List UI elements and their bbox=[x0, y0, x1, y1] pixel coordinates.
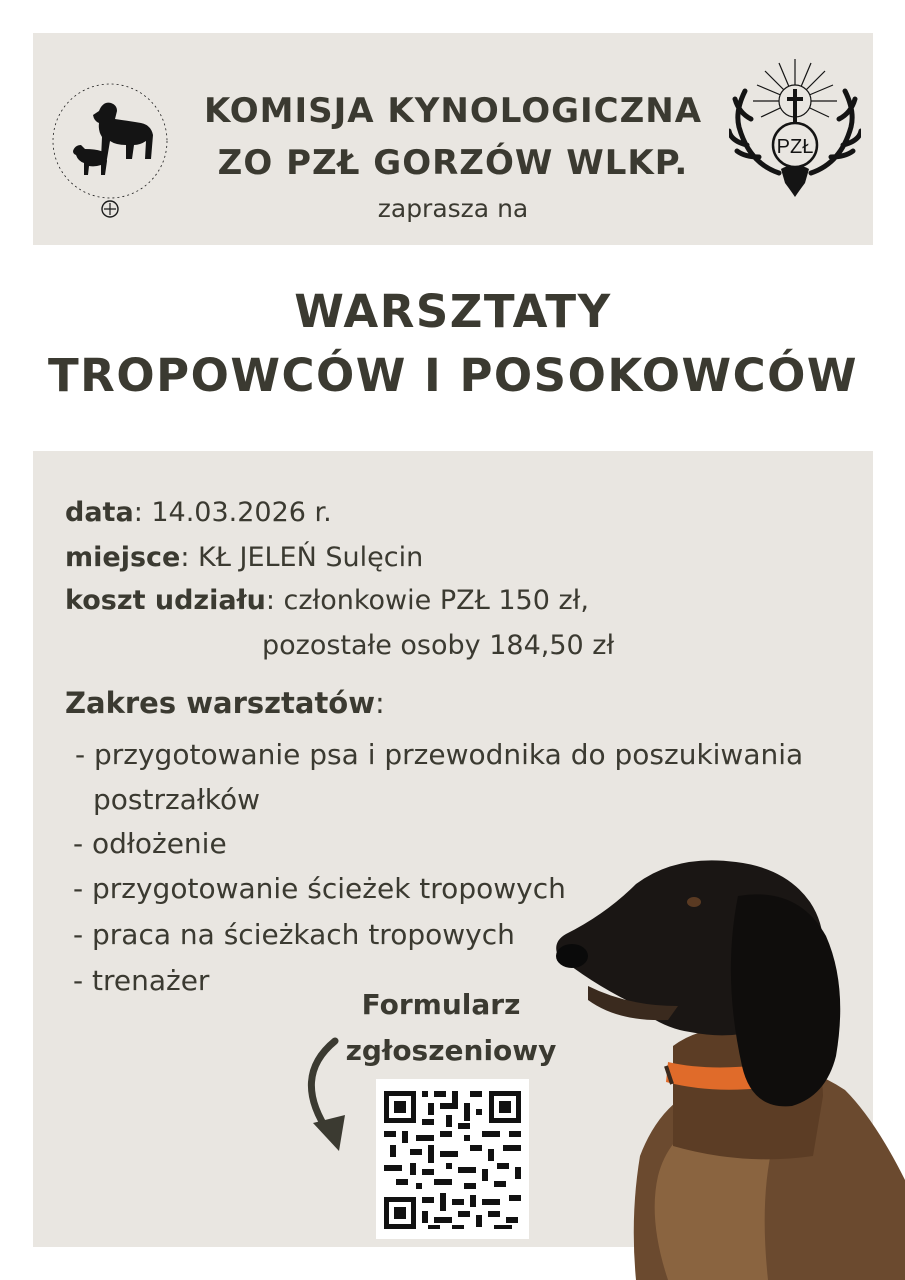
scope-item: - odłożenie bbox=[73, 827, 227, 860]
header bbox=[33, 33, 873, 245]
scope-item: - przygotowanie ścieżek tropowych bbox=[73, 872, 566, 905]
scope-item: - praca na ścieżkach tropowych bbox=[73, 918, 515, 951]
place-row bbox=[65, 538, 423, 578]
date-label: data bbox=[65, 497, 134, 528]
cost-row bbox=[65, 581, 589, 621]
invite-text: zaprasza na bbox=[377, 194, 529, 223]
date-row bbox=[65, 493, 332, 533]
organizer-line-2: ZO PZŁ GORZÓW WLKP. bbox=[217, 143, 689, 183]
place-label: miejsce bbox=[65, 542, 181, 573]
date-value: : 14.03.2026 r. bbox=[133, 497, 332, 528]
cost-value-others: pozostałe osoby 184,50 zł bbox=[262, 630, 615, 661]
event-title-line-1: WARSZTATY bbox=[294, 285, 612, 338]
svg-text:PZŁ: PZŁ bbox=[776, 136, 814, 158]
scope-item: - trenażer bbox=[73, 964, 210, 997]
form-label-line-1: Formularz bbox=[361, 988, 521, 1021]
curved-arrow-icon bbox=[295, 1037, 365, 1157]
cost-value-members: : członkowie PZŁ 150 zł, bbox=[265, 585, 589, 616]
pzl-emblem-logo bbox=[729, 57, 861, 197]
form-label-line-2: zgłoszeniowy bbox=[345, 1034, 557, 1067]
event-title-line-2: TROPOWCÓW I POSOKOWCÓW bbox=[47, 349, 859, 402]
organizer-line-1: KOMISJA KYNOLOGICZNA bbox=[203, 91, 703, 131]
scope-item: - przygotowanie psa i przewodnika do poszukiwania bbox=[75, 738, 804, 771]
place-value: : KŁ JELEŃ Sulęcin bbox=[180, 542, 424, 573]
hound-dog-photo bbox=[548, 856, 905, 1280]
cost-label: koszt udziału bbox=[65, 585, 266, 616]
scope-title: Zakres warsztatów: bbox=[65, 686, 385, 720]
registration-qr-code[interactable] bbox=[376, 1079, 529, 1239]
title-band bbox=[33, 245, 873, 451]
scope-item-continuation: postrzałków bbox=[93, 783, 261, 816]
